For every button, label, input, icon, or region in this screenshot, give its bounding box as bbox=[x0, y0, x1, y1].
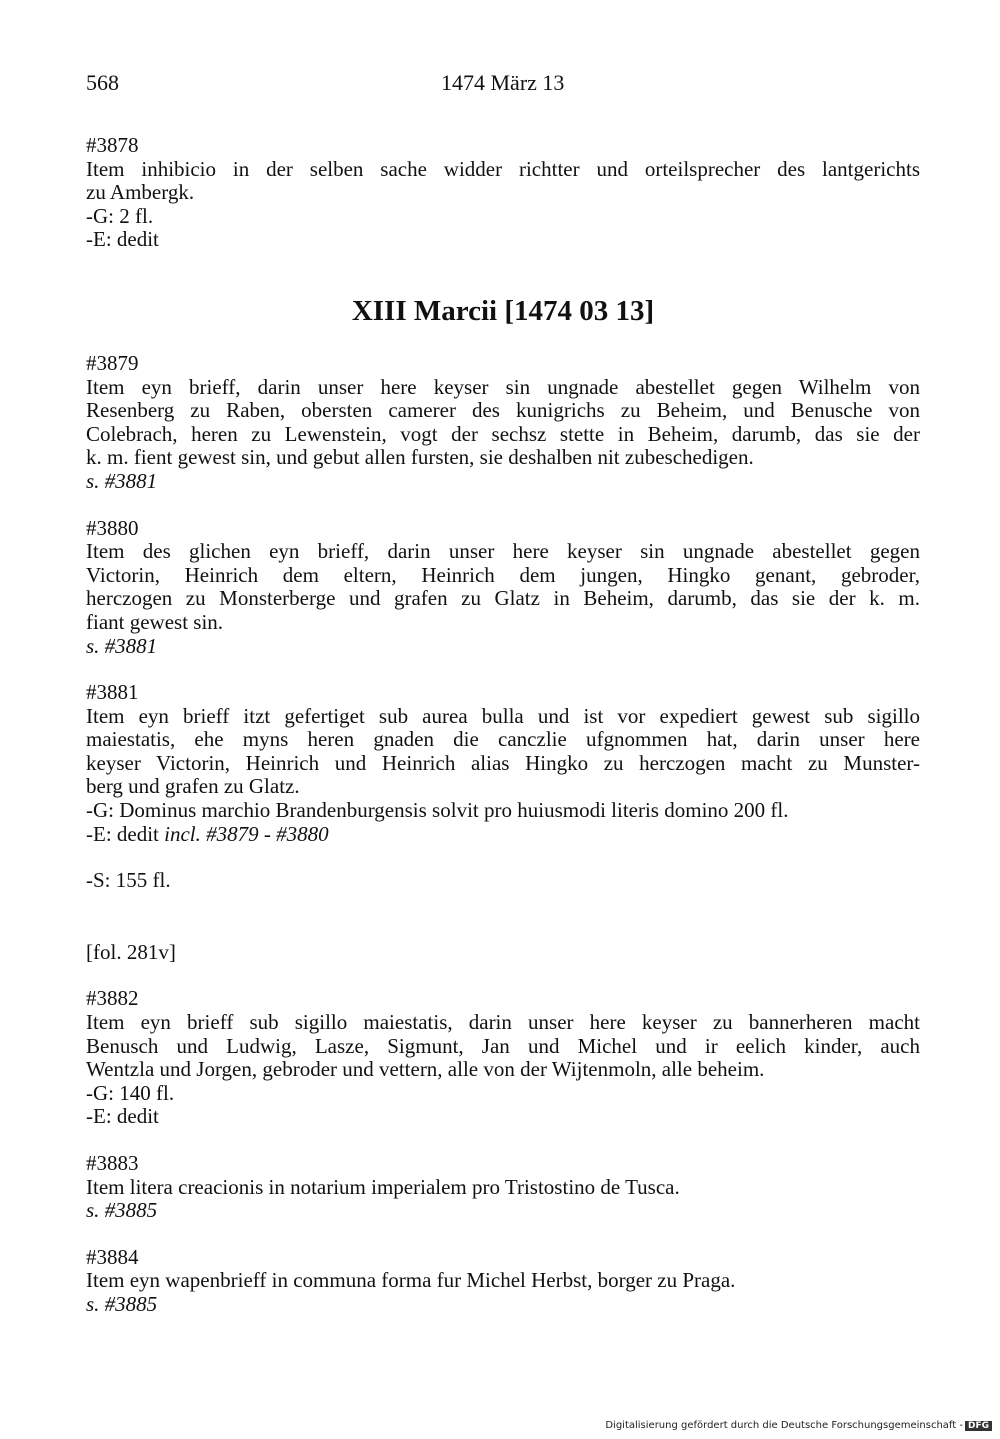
entry-g-note: -G: Dominus marchio Brandenburgensis solvit pro huiusmodi literis domino 200 fl. bbox=[86, 798, 789, 823]
cross-reference: s. #3885 bbox=[86, 1198, 158, 1223]
entry-text-line: Colebrach, heren zu Lewenstein, vogt der sechsz stette in Beheim, darumb, das sie der bbox=[86, 421, 920, 446]
running-head: 1474 März 13 bbox=[441, 70, 565, 95]
entry-id: #3878 bbox=[86, 133, 139, 157]
entry-text-line: maiestatis, ehe myns heren gnaden die canczlie ufgnommen hat, darin unser here bbox=[86, 727, 920, 752]
entry-3880 bbox=[86, 517, 920, 659]
entry-id: #3879 bbox=[86, 350, 139, 375]
spacer bbox=[86, 893, 920, 941]
entry-text-line: Item litera creacionis in notarium imperialem pro Tristostino de Tusca. bbox=[86, 1174, 680, 1199]
entry-text-line: Item inhibicio in der selben sache widder richtter und orteilsprecher des lantgerichts bbox=[86, 156, 920, 181]
spacer bbox=[86, 1129, 920, 1152]
entry-e-note: -E: dedit bbox=[86, 227, 159, 252]
entry-text-line: Wentzla und Jorgen, gebroder und vettern, alle von der Wijtenmoln, alle beheim. bbox=[86, 1057, 765, 1082]
entry-text-line: Item eyn brieff itzt gefertiget sub aurea bulla und ist vor expediert gewest sub sigillo bbox=[86, 703, 920, 728]
dfg-logo-icon: DFG bbox=[965, 1421, 992, 1431]
entry-id: #3880 bbox=[86, 515, 139, 540]
entry-e-note: -E: dedit bbox=[86, 1104, 159, 1129]
spacer bbox=[86, 494, 920, 517]
entry-e-note bbox=[86, 823, 920, 847]
entry-id: #3881 bbox=[86, 680, 139, 705]
spacer bbox=[86, 658, 920, 681]
entry-g-note: -G: 2 fl. bbox=[86, 203, 154, 228]
entry-text-line: fiant gewest sin. bbox=[86, 609, 224, 634]
entry-text-line: berg und grafen zu Glatz. bbox=[86, 774, 300, 799]
entry-id: #3883 bbox=[86, 1151, 139, 1175]
entry-text-line: Item eyn brieff, darin unser here keyser sin ungnade abestellet gegen Wilhelm von bbox=[86, 374, 920, 399]
cross-reference: incl. #3879 - #3880 bbox=[164, 821, 329, 846]
digitization-footer bbox=[605, 1420, 992, 1431]
entry-3878 bbox=[86, 134, 920, 252]
cross-reference: s. #3881 bbox=[86, 468, 158, 493]
spacer bbox=[86, 964, 920, 987]
cross-reference: s. #3885 bbox=[86, 1291, 158, 1316]
footer-credit: Digitalisierung gefördert durch die Deutsche Forschungsgemeinschaft - bbox=[605, 1420, 963, 1431]
entry-text-line: Benusch und Ludwig, Lasze, Sigmunt, Jan und Michel und ir eelich kinder, auch bbox=[86, 1033, 920, 1058]
entry-text-line: Resenberg zu Raben, obersten camerer des kunigrichs zu Beheim, und Benusche von bbox=[86, 398, 920, 423]
entry-s-note: -S: 155 fl. bbox=[86, 868, 171, 893]
entry-3884 bbox=[86, 1246, 920, 1317]
section-heading: XIII Marcii [1474 03 13] bbox=[351, 294, 655, 327]
entry-text-line: Item des glichen eyn brieff, darin unser here keyser sin ungnade abestellet gegen bbox=[86, 539, 920, 564]
spacer bbox=[86, 1223, 920, 1246]
cross-reference: s. #3881 bbox=[86, 633, 158, 658]
entry-text-line: keyser Victorin, Heinrich und Heinrich alias Hingko zu herczogen macht zu Munster- bbox=[86, 750, 920, 775]
entry-3881 bbox=[86, 681, 920, 893]
entry-text-line: k. m. fient gewest sin, und gebut allen fursten, sie deshalben nit zubeschedigen. bbox=[86, 445, 754, 470]
entry-text-line: herczogen zu Monsterberge und grafen zu Glatz in Beheim, darumb, das sie der k. m. bbox=[86, 586, 920, 611]
entry-id: #3882 bbox=[86, 986, 139, 1011]
page-content bbox=[86, 134, 920, 1317]
entry-3883 bbox=[86, 1152, 920, 1223]
entry-text-line: Item eyn brieff sub sigillo maiestatis, darin unser here keyser zu bannerheren macht bbox=[86, 1010, 920, 1035]
entry-3879 bbox=[86, 352, 920, 494]
entry-id: #3884 bbox=[86, 1244, 139, 1269]
entry-text-line: Victorin, Heinrich dem eltern, Heinrich dem jungen, Hingko genant, gebroder, bbox=[86, 562, 920, 587]
entry-3882 bbox=[86, 987, 920, 1129]
entry-text-line: zu Ambergk. bbox=[86, 180, 195, 205]
spacer bbox=[86, 846, 920, 869]
folio-marker: [fol. 281v] bbox=[86, 939, 176, 964]
entry-text-line: Item eyn wapenbrieff in communa forma fur Michel Herbst, borger zu Praga. bbox=[86, 1268, 736, 1293]
entry-e-label: -E: dedit bbox=[86, 821, 159, 846]
page-header bbox=[86, 70, 926, 98]
entry-g-note: -G: 140 fl. bbox=[86, 1080, 175, 1105]
page-number: 568 bbox=[86, 70, 119, 95]
